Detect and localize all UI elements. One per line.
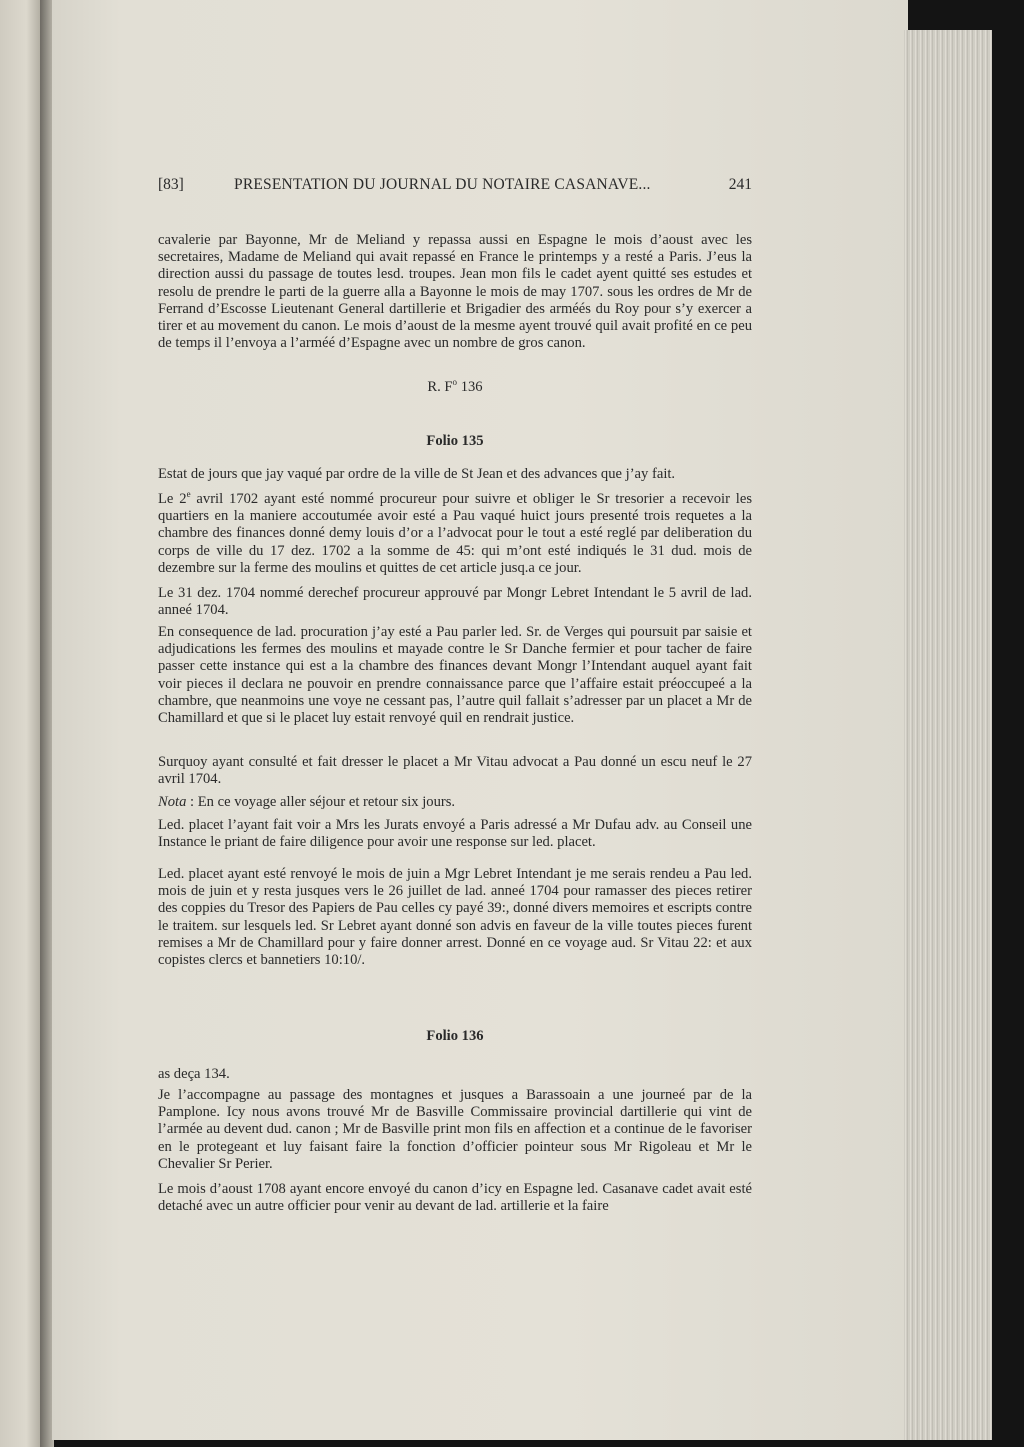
nota-label: Nota: [158, 794, 187, 810]
page-number: 241: [728, 176, 752, 193]
text: Le 2: [158, 491, 187, 507]
running-header: [158, 176, 752, 196]
folio-reference: [158, 379, 752, 396]
text: avril 1702 ayant esté nommé procureur pour suivre et obliger le Sr tresorier a recevoir les quartiers en la maniere accoutumée avoir esté a Pau vaqué huict jours presenté trois requetes a la chambre des finances donné demy louis d’or a l’advocat pour le tout a esté reglé par deliberation du corps de ville du 17 dez. 1702 a la somme de 45: qui m’ont esté indiqués le 31 dud. mois de dezembre sur la ferme des moulins et quittes de cet article jusq.a ce jour.: [158, 491, 752, 576]
paragraph: Je l’accompagne au passage des montagnes et jusques a Barassoain a une journeé par de la Pamplone. Icy nous avons trouvé Mr de Basville Commissaire provincial dartillerie qui vint de l’armée au devent dud. canon ; Mr de Basville print mon fils en affection et a continue de le favoriser en le protegeant et luy faisant faire la fonction d’officier pointeur sous Mr Rigoleau et Mr le Chevalier Sr Perier.: [158, 1087, 752, 1172]
paragraph: Estat de jours que jay vaqué par ordre de la ville de St Jean et des advances que j’ay fait.: [158, 466, 676, 482]
paragraph: Surquoy ayant consulté et fait dresser le placet a Mr Vitau advocat a Pau donné un escu neuf le 27 avril 1704.: [158, 754, 752, 788]
ref-sup: o: [452, 377, 458, 388]
folio-heading: Folio 136: [426, 1028, 484, 1044]
paragraph: [158, 794, 752, 811]
paragraph: Le 31 dez. 1704 nommé derechef procureur approuvé par Mongr Lebret Intendant le 5 avril de lad. anneé 1704.: [158, 585, 752, 619]
paragraph: as deça 134.: [158, 1066, 230, 1082]
paragraph: Led. placet ayant esté renvoyé le mois de juin a Mgr Lebret Intendant je me serais rendeu a Pau led. mois de juin et y resta jusques vers le 26 juillet de lad. anneé 1704 pour ramasser des pieces retirer des coppies du Tresor des Papiers de Pau celles cy payé 39:, donné divers memoires et escripts contre le traitem. sur lesquels led. Sr Lebret ayant donné son advis en faveur de la ville toutes pieces furent remises a Mr de Chamillard pour y faire donner arrest. Donné en ce voyage aud. Sr Vitau 22: et aux copistes clercs et bannetiers 10:10/.: [158, 866, 752, 969]
paragraph: [158, 491, 752, 577]
text: : En ce voyage aller séjour et retour six jours.: [186, 794, 456, 810]
paragraph: Led. placet l’ayant fait voir a Mrs les Jurats envoyé a Paris adressé a Mr Dufau adv. au Conseil une Instance le priant de faire diligence pour avoir une response sur led. placet.: [158, 817, 752, 851]
folio-heading: Folio 135: [426, 433, 484, 449]
superscript: e: [186, 489, 191, 500]
page-edges: [904, 30, 992, 1440]
ref-prefix: R. F: [427, 379, 453, 395]
paragraph: Le mois d’aoust 1708 ayant encore envoyé du canon d’icy en Espagne led. Casanave cadet avait esté detaché avec un autre officier pour venir au devant de lad. artillerie et la faire: [158, 1181, 752, 1215]
paragraph: En consequence de lad. procuration j’ay esté a Pau parler led. Sr. de Verges qui poursuit par saisie et adjudications les fermes des moulins et mayade contre le Sr Danche fermier et pour tacher de faire passer cette instance qui est a la chambre des finances devant Mongr l’Intendant auquel ayant fait voir pieces il declara ne pouvoir en prendre connaissance parce que l’affaire estait préoccupeé a la chambre, que neanmoins une voye ne cessant pas, l’autre quil fallait s’adresser par un placet a Mr de Chamillard et que si le placet luy estait renvoyé quil en rendrait justice.: [158, 624, 752, 727]
facing-page-edge: [0, 0, 44, 1447]
paragraph: cavalerie par Bayonne, Mr de Meliand y repassa aussi en Espagne le mois d’aoust avec les secretaires, Madame de Meliand qui avait repassé en France le printemps y a resté a Paris. J’eus la direction aussi du passage de toutes lesd. troupes. Jean mon fils le cadet ayent quitté ses estudes et resolu de prendre le parti de la guerre alla a Bayonne le mois de may 1707. sous les ordres de Mr de Ferrand d’Escosse Lieutenant General dartillerie et Brigadier des arméés du Roy pour s’y exercer a tirer et au movement du canon. Le mois d’aoust de la mesme ayent trouvé quil avait profité en ce peu de temps il l’envoya a l’arméé d’Espagne avec un nombre de gros canon.: [158, 232, 752, 352]
running-title: PRESENTATION DU JOURNAL DU NOTAIRE CASANAVE...: [234, 176, 651, 193]
section-number: [83]: [158, 176, 184, 193]
ref-number: 136: [457, 379, 483, 395]
